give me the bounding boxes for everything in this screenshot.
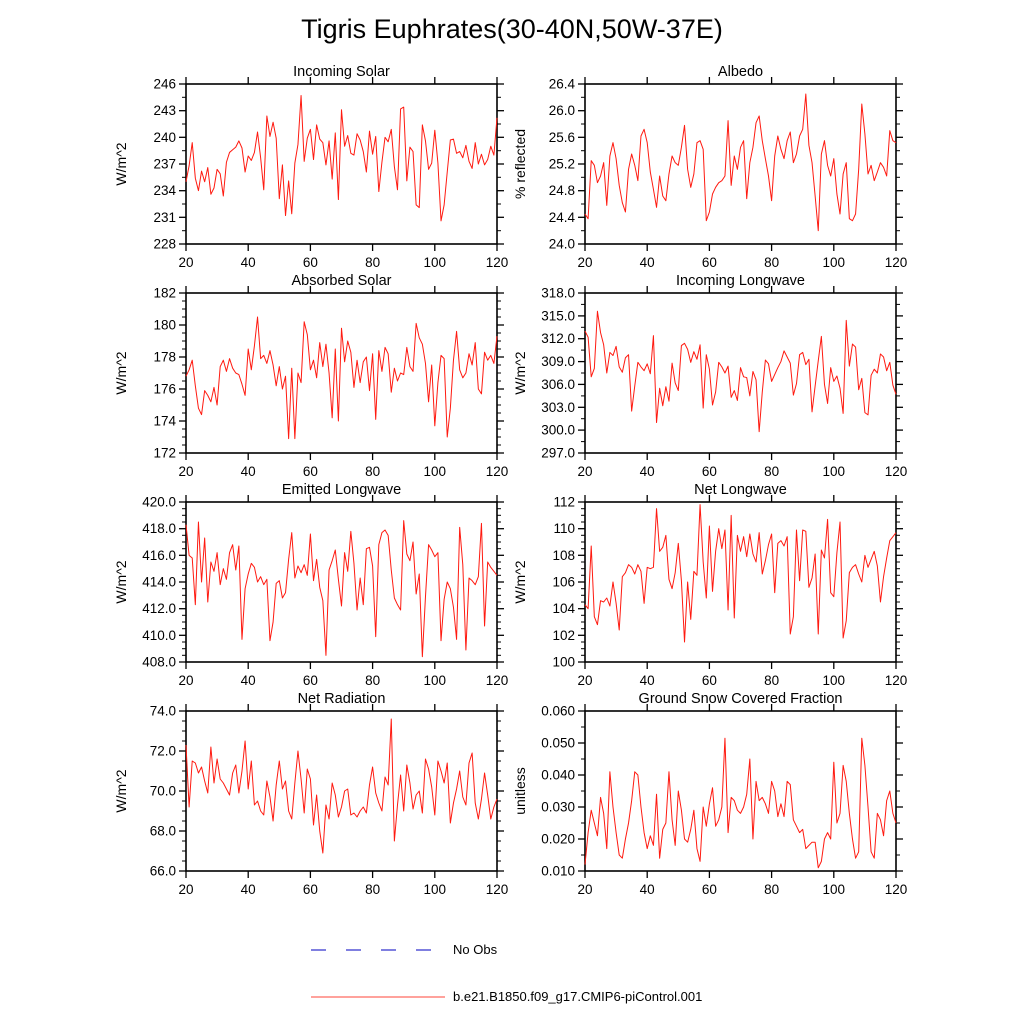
y-tick-label: 74.0 bbox=[149, 703, 176, 719]
y-tick-label: 418.0 bbox=[142, 521, 176, 537]
panel-title-incoming-longwave: Incoming Longwave bbox=[676, 273, 805, 289]
x-tick-label: 60 bbox=[701, 255, 717, 270]
x-tick-label: 40 bbox=[240, 882, 256, 897]
x-tick-label: 120 bbox=[884, 464, 908, 479]
panel-title-albedo: Albedo bbox=[717, 64, 764, 80]
x-tick-label: 20 bbox=[178, 882, 194, 897]
x-tick-label: 20 bbox=[577, 882, 593, 897]
y-tick-label: 309.0 bbox=[541, 354, 575, 370]
page-title: Tigris Euphrates(30-40N,50W-37E) bbox=[301, 14, 723, 44]
y-tick-label: 110 bbox=[553, 521, 575, 537]
legend-label-series: b.e21.B1850.f09_g17.CMIP6-piControl.001 bbox=[453, 989, 703, 1004]
no-obs-dashed-line bbox=[310, 945, 446, 955]
y-tick-label: 172 bbox=[153, 445, 176, 461]
y-tick-label: 234 bbox=[153, 183, 176, 199]
y-tick-label: 237 bbox=[153, 156, 176, 172]
panel-albedo bbox=[499, 58, 939, 272]
x-tick-label: 40 bbox=[639, 673, 655, 688]
x-tick-label: 100 bbox=[423, 673, 447, 688]
y-tick-label: 315.0 bbox=[541, 308, 575, 324]
y-tick-label: 178 bbox=[153, 349, 176, 365]
y-tick-label: 25.2 bbox=[548, 156, 575, 172]
y-tick-label: 68.0 bbox=[149, 823, 176, 839]
x-tick-label: 60 bbox=[302, 255, 318, 270]
x-tick-label: 80 bbox=[764, 673, 780, 688]
y-tick-label: 0.050 bbox=[541, 735, 575, 751]
series-line-emitted-longwave bbox=[186, 521, 497, 657]
y-axis-label-albedo: % reflected bbox=[512, 128, 528, 200]
y-tick-label: 228 bbox=[153, 236, 176, 252]
series-line-net-longwave bbox=[585, 505, 896, 642]
x-tick-label: 20 bbox=[577, 464, 593, 479]
panel-incoming-solar bbox=[100, 58, 540, 272]
panel-net-radiation bbox=[100, 685, 540, 899]
y-tick-label: 0.040 bbox=[541, 767, 575, 783]
series-line-incoming-longwave bbox=[585, 311, 896, 431]
legend-label-no-obs: No Obs bbox=[453, 942, 498, 957]
y-tick-label: 416.0 bbox=[142, 547, 176, 563]
y-tick-label: 176 bbox=[153, 381, 176, 397]
y-axis-label-net-radiation: W/m^2 bbox=[113, 769, 129, 813]
x-tick-label: 60 bbox=[701, 882, 717, 897]
y-tick-label: 312.0 bbox=[541, 331, 575, 347]
y-tick-label: 104 bbox=[552, 601, 575, 617]
series-line-net-radiation bbox=[186, 719, 497, 853]
y-tick-label: 303.0 bbox=[541, 399, 575, 415]
y-axis-label-absorbed-solar: W/m^2 bbox=[113, 351, 129, 395]
y-tick-label: 410.0 bbox=[142, 627, 176, 643]
x-tick-label: 120 bbox=[485, 255, 509, 270]
plot-frame bbox=[186, 293, 497, 453]
x-tick-label: 40 bbox=[639, 882, 655, 897]
y-tick-label: 66.0 bbox=[149, 863, 176, 879]
y-tick-label: 412.0 bbox=[142, 601, 176, 617]
panel-title-incoming-solar: Incoming Solar bbox=[293, 64, 390, 80]
y-tick-label: 24.0 bbox=[548, 236, 575, 252]
plot-frame bbox=[585, 84, 896, 244]
y-tick-label: 318.0 bbox=[541, 285, 575, 301]
y-axis-label-emitted-longwave: W/m^2 bbox=[113, 560, 129, 604]
x-tick-label: 40 bbox=[240, 255, 256, 270]
x-tick-label: 80 bbox=[365, 255, 381, 270]
y-tick-label: 108 bbox=[552, 547, 575, 563]
x-tick-label: 100 bbox=[822, 464, 846, 479]
y-tick-label: 70.0 bbox=[149, 783, 176, 799]
plot-frame bbox=[186, 502, 497, 662]
x-tick-label: 40 bbox=[639, 464, 655, 479]
x-tick-label: 20 bbox=[577, 673, 593, 688]
y-tick-label: 408.0 bbox=[142, 654, 176, 670]
y-axis-label-incoming-solar: W/m^2 bbox=[113, 142, 129, 186]
y-tick-label: 297.0 bbox=[541, 445, 575, 461]
y-tick-label: 72.0 bbox=[149, 743, 176, 759]
x-tick-label: 80 bbox=[764, 882, 780, 897]
x-tick-label: 80 bbox=[365, 464, 381, 479]
x-tick-label: 80 bbox=[764, 464, 780, 479]
x-tick-label: 80 bbox=[365, 673, 381, 688]
y-tick-label: 306.0 bbox=[541, 376, 575, 392]
x-tick-label: 80 bbox=[365, 882, 381, 897]
x-tick-label: 120 bbox=[485, 882, 509, 897]
x-tick-label: 120 bbox=[485, 464, 509, 479]
panel-ground-snow-covered-fraction bbox=[499, 685, 939, 899]
x-tick-label: 20 bbox=[178, 673, 194, 688]
x-tick-label: 100 bbox=[822, 673, 846, 688]
x-tick-label: 40 bbox=[639, 255, 655, 270]
y-tick-label: 180 bbox=[153, 317, 176, 333]
x-tick-label: 120 bbox=[884, 882, 908, 897]
x-tick-label: 40 bbox=[240, 464, 256, 479]
x-tick-label: 40 bbox=[240, 673, 256, 688]
plot-frame bbox=[186, 711, 497, 871]
y-tick-label: 182 bbox=[153, 285, 176, 301]
panel-title-net-radiation: Net Radiation bbox=[297, 691, 386, 707]
y-tick-label: 420.0 bbox=[142, 494, 176, 510]
y-tick-label: 174 bbox=[153, 413, 176, 429]
plot-frame bbox=[585, 711, 896, 871]
series-line-incoming-solar bbox=[186, 96, 497, 221]
y-tick-label: 24.4 bbox=[548, 209, 575, 225]
y-tick-label: 0.030 bbox=[541, 799, 575, 815]
y-tick-label: 24.8 bbox=[548, 183, 575, 199]
x-tick-label: 60 bbox=[701, 673, 717, 688]
legend-row-no-obs bbox=[310, 942, 497, 957]
plot-frame bbox=[585, 293, 896, 453]
panel-net-longwave bbox=[499, 476, 939, 690]
x-tick-label: 60 bbox=[302, 673, 318, 688]
y-axis-label-ground-snow-covered-fraction: unitless bbox=[512, 767, 528, 815]
x-tick-label: 120 bbox=[884, 255, 908, 270]
panel-title-absorbed-solar: Absorbed Solar bbox=[291, 273, 392, 289]
y-tick-label: 25.6 bbox=[548, 129, 575, 145]
plot-frame bbox=[186, 84, 497, 244]
series-line-ground-snow-covered-fraction bbox=[585, 738, 896, 868]
y-tick-label: 231 bbox=[153, 209, 176, 225]
y-tick-label: 112 bbox=[553, 494, 575, 510]
x-tick-label: 100 bbox=[423, 882, 447, 897]
y-tick-label: 106 bbox=[552, 574, 575, 590]
series-line-albedo bbox=[585, 94, 896, 231]
panel-absorbed-solar bbox=[100, 267, 540, 481]
y-axis-label-incoming-longwave: W/m^2 bbox=[512, 351, 528, 395]
x-tick-label: 20 bbox=[577, 255, 593, 270]
y-tick-label: 102 bbox=[552, 627, 575, 643]
panel-incoming-longwave bbox=[499, 267, 939, 481]
panel-emitted-longwave bbox=[100, 476, 540, 690]
x-tick-label: 60 bbox=[302, 882, 318, 897]
panel-title-emitted-longwave: Emitted Longwave bbox=[281, 482, 402, 498]
x-tick-label: 20 bbox=[178, 255, 194, 270]
panel-title-ground-snow-covered-fraction: Ground Snow Covered Fraction bbox=[638, 691, 843, 707]
legend-row-series bbox=[310, 989, 702, 1004]
y-tick-label: 0.020 bbox=[541, 831, 575, 847]
panel-title-net-longwave: Net Longwave bbox=[694, 482, 787, 498]
x-tick-label: 80 bbox=[764, 255, 780, 270]
y-tick-label: 246 bbox=[153, 76, 176, 92]
y-tick-label: 240 bbox=[153, 129, 176, 145]
x-tick-label: 100 bbox=[822, 255, 846, 270]
y-tick-label: 26.4 bbox=[548, 76, 575, 92]
y-axis-label-net-longwave: W/m^2 bbox=[512, 560, 528, 604]
x-tick-label: 120 bbox=[485, 673, 509, 688]
y-tick-label: 300.0 bbox=[541, 422, 575, 438]
x-tick-label: 20 bbox=[178, 464, 194, 479]
x-tick-label: 60 bbox=[302, 464, 318, 479]
plot-frame bbox=[585, 502, 896, 662]
y-tick-label: 0.010 bbox=[541, 863, 575, 879]
y-tick-label: 243 bbox=[153, 103, 176, 119]
series-solid-line bbox=[310, 992, 446, 1002]
x-tick-label: 100 bbox=[822, 882, 846, 897]
x-tick-label: 120 bbox=[884, 673, 908, 688]
x-tick-label: 60 bbox=[701, 464, 717, 479]
x-tick-label: 100 bbox=[423, 464, 447, 479]
y-tick-label: 0.060 bbox=[541, 703, 575, 719]
y-tick-label: 100 bbox=[552, 654, 575, 670]
series-line-absorbed-solar bbox=[186, 317, 497, 439]
y-tick-label: 26.0 bbox=[548, 103, 575, 119]
x-tick-label: 100 bbox=[423, 255, 447, 270]
y-tick-label: 414.0 bbox=[142, 574, 176, 590]
